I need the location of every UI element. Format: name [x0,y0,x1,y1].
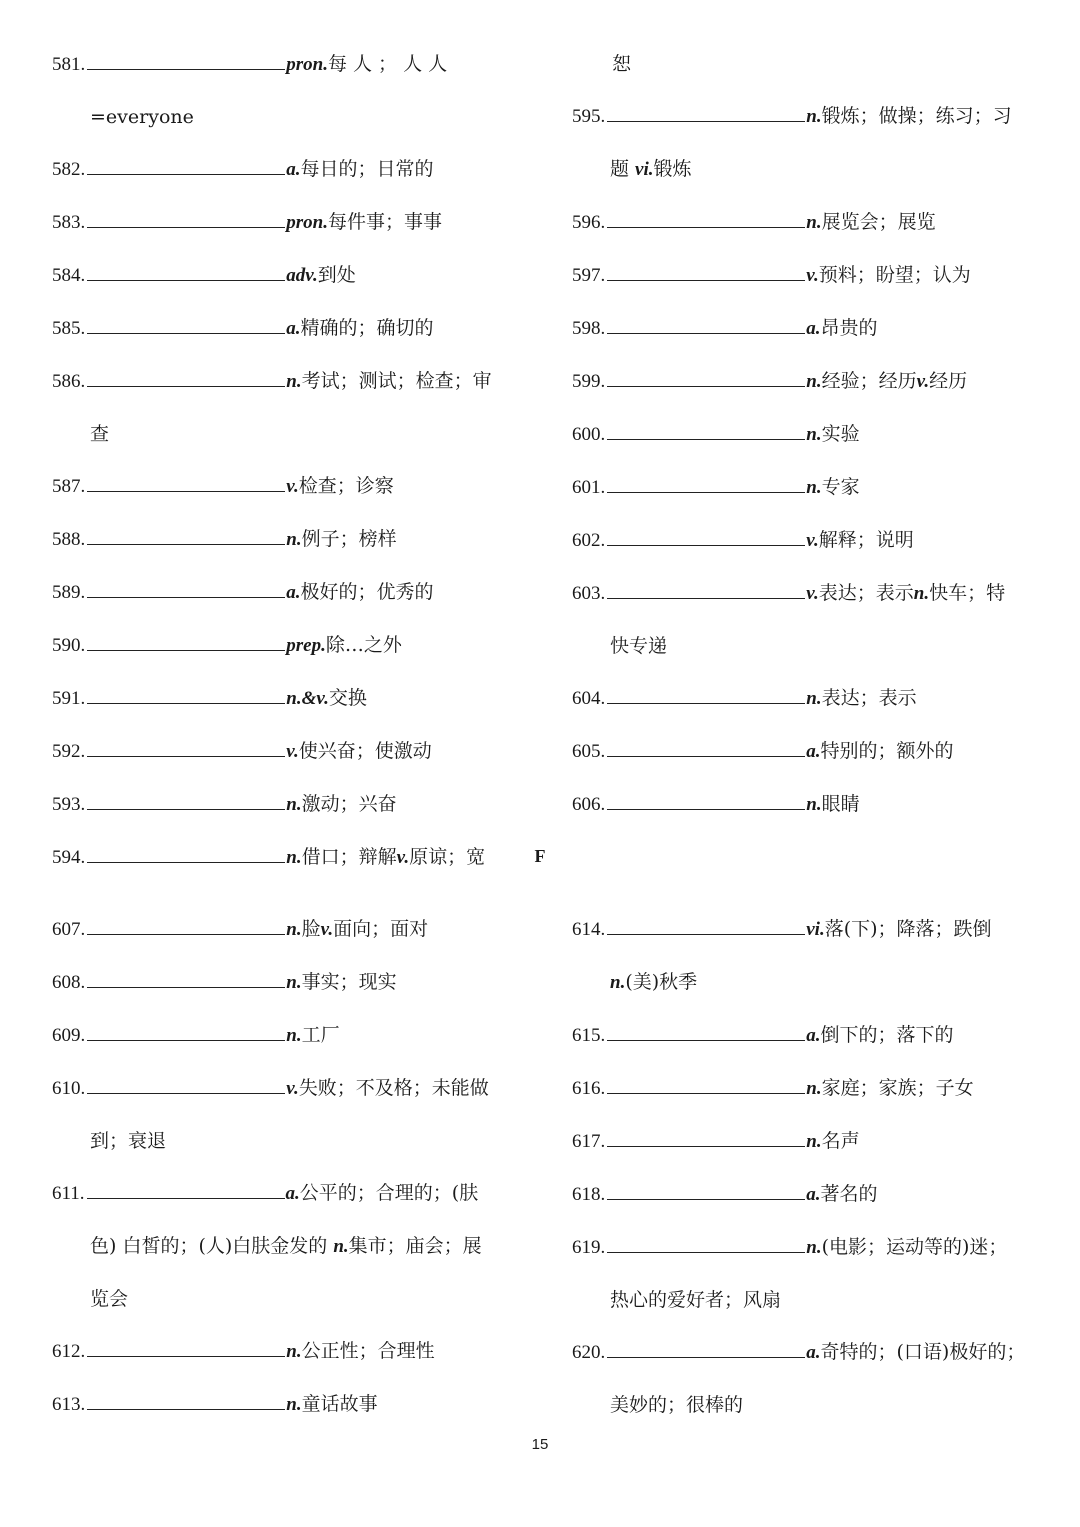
entry-number: 588. [52,529,86,550]
entry-number: 617. [572,1131,606,1152]
answer-blank[interactable] [87,51,285,70]
part-of-speech: n. [806,1131,822,1152]
part-of-speech: a. [806,1184,821,1205]
definition-text: 快车；特 [929,582,1006,604]
page-number: 15 [531,1436,549,1453]
part-of-speech: a. [285,1183,300,1204]
part-of-speech: adv. [286,265,318,286]
definition-text: 色) 白皙的；(人)白肤金发的 [90,1235,334,1257]
definition-text: 集市；庙会；展 [348,1235,482,1257]
vocab-entry [52,672,522,725]
part-of-speech: prep. [286,635,326,656]
entry-number: 597. [572,265,606,286]
vocab-entry [572,1115,1042,1168]
answer-blank[interactable] [607,262,805,281]
answer-blank[interactable] [87,916,285,935]
part-of-speech: n. [806,106,822,127]
definition-text: 公平的；合理的；(肤 [299,1182,479,1204]
entry-number: 595. [572,106,606,127]
entry-number: 602. [572,530,606,551]
definition-text: 预料；盼望；认为 [818,264,971,286]
answer-blank[interactable] [87,1338,285,1357]
answer-blank[interactable] [607,527,805,546]
answer-blank[interactable] [607,421,805,440]
definition-text: 题 [610,158,636,180]
answer-blank[interactable] [607,103,805,122]
definition-text: 原谅；宽 [409,846,486,868]
vocab-entry [52,355,522,460]
vocab-entry [572,90,1042,196]
definition-text: 实验 [821,423,860,445]
part-of-speech: v. [320,919,334,940]
vocab-entry [572,408,1042,461]
definition-text: 解释；说明 [818,529,914,551]
definition-text: 极好的；优秀的 [300,581,434,603]
vocab-entry [52,249,522,302]
vocab-entry [52,460,522,513]
entry-number: 587. [52,476,86,497]
entry-number: 596. [572,212,606,233]
answer-blank[interactable] [87,209,285,228]
entry-number: 589. [52,582,86,603]
vocab-entry [52,956,522,1009]
definition-text: 名声 [821,1130,860,1152]
part-of-speech: n. [286,919,302,940]
answer-blank[interactable] [87,368,285,387]
vocab-entry [52,1325,522,1378]
part-of-speech: v. [916,371,930,392]
entry-number: 581. [52,54,86,75]
part-of-speech: a. [286,159,301,180]
definition-text: 使兴奋；使激动 [298,740,432,762]
entry-continuation [572,956,1042,1009]
vocab-entry [52,725,522,778]
definition-text: 工厂 [301,1024,340,1046]
answer-blank[interactable] [607,1022,805,1041]
vocab-entry [572,514,1042,567]
part-of-speech: n. [806,371,822,392]
vocab-entry [572,778,1042,831]
definition-text: 脸 [301,918,321,940]
part-of-speech: n.&v. [286,688,329,709]
answer-blank[interactable] [87,738,285,757]
answer-blank[interactable] [87,262,285,281]
left-column-bottom [52,903,522,1431]
vocab-entry [572,302,1042,355]
entry-number: 593. [52,794,86,815]
answer-blank[interactable] [607,1339,805,1358]
entry-number: 610. [52,1078,86,1099]
answer-blank[interactable] [87,969,285,988]
vocab-entry [52,903,522,956]
definition-text: 精确的；确切的 [300,317,434,339]
left-column-top [52,38,522,884]
definition-text: 专家 [821,476,860,498]
vocab-entry [572,1326,1042,1431]
answer-blank[interactable] [87,473,285,492]
definition-text: 锻炼 [653,158,692,180]
part-of-speech: v. [806,583,819,604]
vocab-entry [572,355,1042,408]
definition-text: 到处 [317,264,356,286]
vocab-entry [52,566,522,619]
entry-continuation: 美妙的；很棒的 [610,1394,744,1416]
entry-number: 613. [52,1394,86,1415]
answer-blank[interactable] [87,791,285,810]
definition-text: 特别的；额外的 [820,740,954,762]
entry-number: 618. [572,1184,606,1205]
definition-text: 童话故事 [301,1393,378,1415]
part-of-speech: vi. [635,159,654,180]
vocab-entry [572,1062,1042,1115]
answer-blank[interactable] [87,685,285,704]
part-of-speech: n. [286,371,302,392]
answer-blank[interactable] [87,156,285,175]
definition-text: 考试；测试；检查；审 [301,370,492,392]
vocab-entry [572,1221,1042,1326]
answer-blank[interactable] [87,526,285,545]
vocab-entry [52,38,522,143]
definition-text: 表达；表示 [818,582,914,604]
definition-text: 面向；面对 [333,918,429,940]
vocab-entry [572,461,1042,514]
definition-text: 借口；辩解 [301,846,397,868]
definition-text: 奇特的；(口语)极好的； [820,1341,1026,1363]
part-of-speech: pron. [286,54,328,75]
answer-blank[interactable] [87,632,285,651]
part-of-speech: n. [610,972,626,993]
answer-blank[interactable] [87,579,285,598]
definition-text: 落(下)；降落；跌倒 [824,918,992,940]
entry-continuation: 查 [90,423,110,445]
vocab-entry [52,1378,522,1431]
entry-number: 608. [52,972,86,993]
entry-number: 607. [52,919,86,940]
part-of-speech: n. [806,794,822,815]
definition-text: 激动；兴奋 [301,793,397,815]
entry-number: 619. [572,1237,606,1258]
entry-number: 584. [52,265,86,286]
part-of-speech: v. [286,1078,299,1099]
part-of-speech: n. [806,688,822,709]
entry-number: 620. [572,1342,606,1363]
vocab-entry [52,196,522,249]
right-column-bottom [572,903,1042,1431]
part-of-speech: n. [806,212,822,233]
definition-text: 公正性；合理性 [301,1340,435,1362]
definition-text: 例子；榜样 [301,528,397,550]
entry-number: 611. [52,1183,85,1204]
entry-number: 605. [572,741,606,762]
part-of-speech: n. [286,794,302,815]
answer-blank[interactable] [607,1128,805,1147]
entry-continuation: 到；衰退 [90,1130,167,1152]
definition-text: 每件事；事事 [327,211,442,233]
definition-text: 经历 [929,370,968,392]
entry-number: 583. [52,212,86,233]
entry-number: 601. [572,477,606,498]
part-of-speech: a. [806,741,821,762]
definition-text: 除…之外 [325,634,402,656]
vocab-entry [572,567,1042,672]
entry-number: 600. [572,424,606,445]
part-of-speech: v. [286,476,299,497]
entry-number: 582. [52,159,86,180]
definition-text: 交换 [328,687,367,709]
part-of-speech: v. [806,265,819,286]
section-letter: F [534,846,546,866]
vocab-entry [572,249,1042,302]
vocab-entry [52,1062,522,1167]
entry-number: 615. [572,1025,606,1046]
answer-blank[interactable] [87,1075,285,1094]
vocab-entry [52,1009,522,1062]
part-of-speech: a. [806,318,821,339]
entry-number: 614. [572,919,606,940]
entry-number: 599. [572,371,606,392]
entry-continuation: 快专递 [610,635,668,657]
vocab-entry [52,778,522,831]
answer-blank[interactable] [607,1181,805,1200]
vocab-entry [572,1168,1042,1221]
part-of-speech: v. [286,741,299,762]
entry-number: 585. [52,318,86,339]
entry-number: 598. [572,318,606,339]
answer-blank[interactable] [607,1234,805,1253]
entry-number: 590. [52,635,86,656]
vocab-entry [52,513,522,566]
answer-blank[interactable] [607,791,805,810]
vocab-entry [52,302,522,355]
definition-text: 表达；表示 [821,687,917,709]
entry-number: 604. [572,688,606,709]
entry-number: 592. [52,741,86,762]
definition-text: 失败；不及格；未能做 [298,1077,489,1099]
definition-text: 锻炼；做操；练习；习 [821,105,1012,127]
vocab-entry [52,619,522,672]
entry-continuation [572,143,1042,196]
part-of-speech: a. [286,582,301,603]
entry-continuation: 热心的爱好者；风扇 [610,1289,782,1311]
answer-blank[interactable] [607,1075,805,1094]
answer-blank[interactable] [607,474,805,493]
entry-number: 616. [572,1078,606,1099]
part-of-speech: n. [806,477,822,498]
answer-blank[interactable] [87,1180,285,1199]
part-of-speech: a. [806,1342,821,1363]
part-of-speech: n. [286,1025,302,1046]
entry-continuation [52,1220,522,1273]
part-of-speech: v. [396,847,410,868]
definition-text: 每日的；日常的 [300,158,434,180]
right-column-top [572,38,1042,831]
entry-continuation: 恕 [612,53,632,75]
part-of-speech: a. [806,1025,821,1046]
definition-text: 家庭；家族；子女 [821,1077,974,1099]
vocab-entry [52,1167,522,1325]
definition-text: 经验；经历 [821,370,917,392]
definition-text: 每 人 ； 人 人 [327,53,448,75]
answer-blank[interactable] [607,368,805,387]
part-of-speech: n. [806,424,822,445]
part-of-speech: v. [806,530,819,551]
answer-blank[interactable] [87,1391,285,1410]
definition-text: 展览会；展览 [821,211,936,233]
vocab-entry [572,672,1042,725]
entry-number: 586. [52,371,86,392]
definition-text: (电影；运动等的)迷； [821,1236,1008,1258]
entry-number: 591. [52,688,86,709]
part-of-speech: n. [913,583,930,604]
answer-blank[interactable] [607,209,805,228]
answer-blank[interactable] [607,738,805,757]
definition-text: 著名的 [820,1183,878,1205]
part-of-speech: n. [806,1078,822,1099]
definition-text: 事实；现实 [301,971,397,993]
definition-text: (美)秋季 [625,971,698,993]
part-of-speech: n. [286,972,302,993]
definition-text: 昂贵的 [820,317,878,339]
vocab-entry [572,725,1042,778]
entry-continuation: =everyone [90,106,194,128]
vocab-entry [572,196,1042,249]
part-of-speech: vi. [806,919,825,940]
part-of-speech: n. [286,1394,302,1415]
part-of-speech: n. [286,1341,302,1362]
part-of-speech: n. [806,1237,822,1258]
part-of-speech: n. [286,529,302,550]
definition-text: 眼睛 [821,793,860,815]
part-of-speech: n. [333,1236,349,1257]
entry-number: 612. [52,1341,86,1362]
part-of-speech: pron. [286,212,328,233]
answer-blank[interactable] [87,315,285,334]
vocab-entry [572,903,1042,1009]
answer-blank[interactable] [607,315,805,334]
answer-blank[interactable] [607,916,805,935]
answer-blank[interactable] [607,685,805,704]
vocab-entry [572,1009,1042,1062]
answer-blank[interactable] [87,1022,285,1041]
vocab-entry [52,143,522,196]
part-of-speech: a. [286,318,301,339]
entry-number: 603. [572,583,606,604]
definition-text: 检查；诊察 [298,475,394,497]
answer-blank[interactable] [607,580,805,599]
entry-number: 609. [52,1025,86,1046]
entry-number: 594. [52,847,86,868]
entry-number: 606. [572,794,606,815]
entry-continuation: 览会 [90,1288,129,1310]
definition-text: 倒下的；落下的 [820,1024,954,1046]
part-of-speech: n. [286,847,302,868]
